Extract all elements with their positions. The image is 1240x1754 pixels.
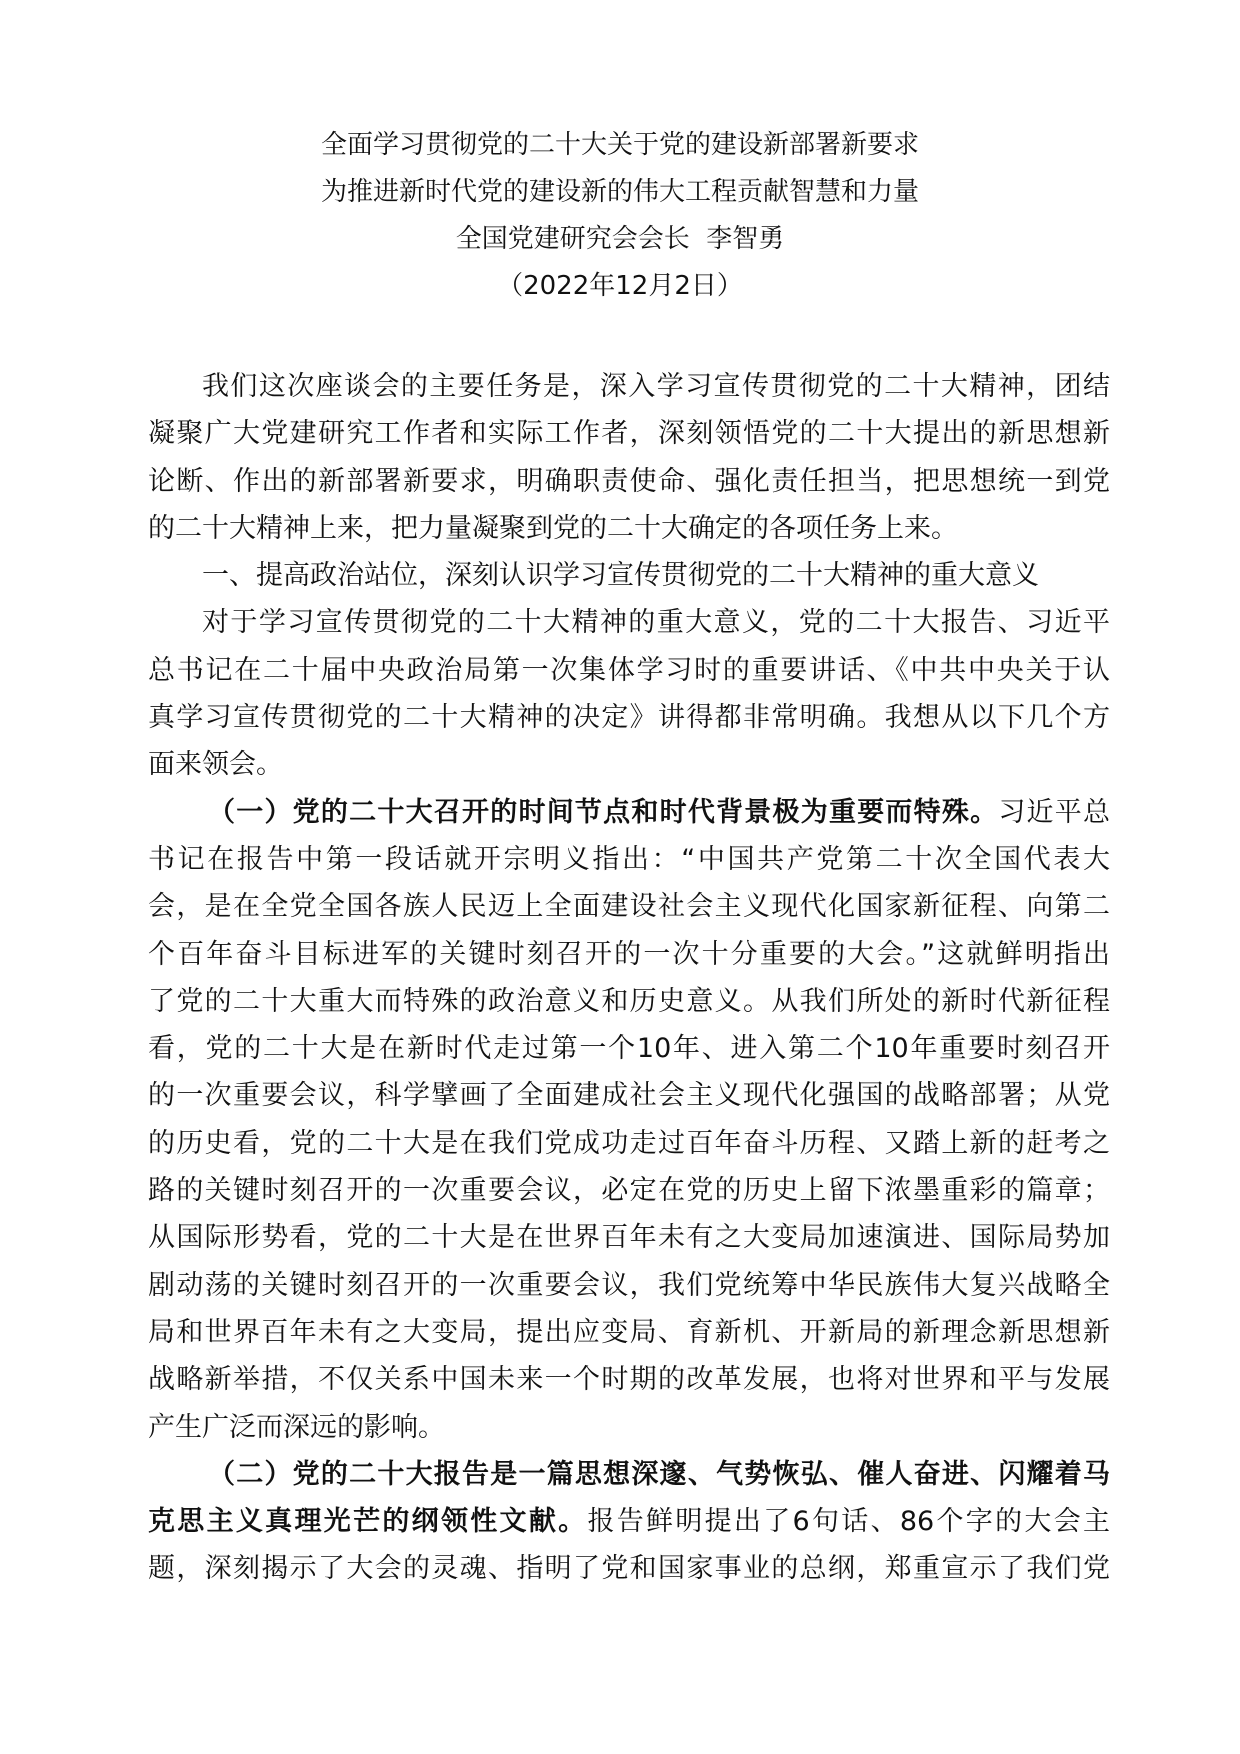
- subsection-2-heading-line-2: 克思主义真理光芒的纲领性文献。: [148, 1506, 588, 1538]
- paragraph-3-line-14: 产生广泛而深远的影响。: [148, 1411, 445, 1443]
- paragraph-4-line-2: [148, 1498, 1110, 1545]
- paragraph-3-line-5: 了党的二十大重大而特殊的政治意义和历史意义。从我们所处的新时代新征程: [148, 985, 1110, 1017]
- subsection-2-heading-line-1: （二）党的二十大报告是一篇思想深邃、气势恢弘、催人奋进、闪耀着马: [208, 1458, 1110, 1490]
- paragraph-3-line-2: 书记在报告中第一段话就开宗明义指出：“中国共产党第二十次全国代表大: [148, 843, 1110, 875]
- paragraph-4-line-3: 题，深刻揭示了大会的灵魂、指明了党和国家事业的总纲，郑重宣示了我们党: [148, 1553, 1110, 1585]
- paragraph-3-line-3: 会，是在全党全国各族人民迈上全面建设社会主义现代化国家新征程、向第二: [148, 891, 1110, 923]
- document-body: [148, 363, 1110, 1593]
- paragraph-3-line-10: 从国际形势看，党的二十大是在世界百年未有之大变局加速演进、国际局势加: [148, 1222, 1110, 1254]
- paragraph-4-line-2-text: 报告鲜明提出了6句话、86个字的大会主: [587, 1506, 1110, 1538]
- document-header: [0, 122, 1240, 310]
- paragraph-2-line-2: 总书记在二十届中央政治局第一次集体学习时的重要讲话、《中共中央关于认: [148, 654, 1110, 686]
- document-title-line-1: 全面学习贯彻党的二十大关于党的建设新部署新要求: [320, 130, 919, 160]
- document-title-line-2: 为推进新时代党的建设新的伟大工程贡献智慧和力量: [320, 177, 919, 207]
- paragraph-1-line-1: 我们这次座谈会的主要任务是，深入学习宣传贯彻党的二十大精神，团结: [202, 371, 1110, 402]
- paragraph-3-line-9: 路的关键时刻召开的一次重要会议，必定在党的历史上留下浓墨重彩的篇章；: [148, 1175, 1110, 1207]
- subsection-1-heading: （一）党的二十大召开的时间节点和时代背景极为重要而特殊。: [208, 796, 999, 828]
- paragraph-3-line-4: 个百年奋斗目标进军的关键时刻召开的一次十分重要的大会。”这就鲜明指出: [148, 938, 1110, 970]
- paragraph-3-line-13: 战略新举措，不仅关系中国未来一个时期的改革发展，也将对世界和平与发展: [148, 1364, 1110, 1396]
- paragraph-1-line-3: 论断、作出的新部署新要求，明确职责使命、强化责任担当，把思想统一到党: [148, 465, 1110, 497]
- paragraph-1-line-4: 的二十大精神上来，把力量凝聚到党的二十大确定的各项任务上来。: [148, 512, 958, 544]
- paragraph-3-line-6: 看，党的二十大是在新时代走过第一个10年、进入第二个10年重要时刻召开: [148, 1033, 1110, 1065]
- paragraph-2-line-1: 对于学习宣传贯彻党的二十大精神的重大意义，党的二十大报告、习近平: [202, 607, 1110, 639]
- document-date: （2022年12月2日）: [497, 271, 743, 301]
- paragraph-3-line-12: 局和世界百年未有之大变局，提出应变局、育新机、开新局的新理念新思想新: [148, 1316, 1110, 1348]
- paragraph-2-line-3: 真学习宣传贯彻党的二十大精神的决定》讲得都非常明确。我想从以下几个方: [148, 702, 1110, 734]
- paragraph-3-line-1: [148, 789, 1110, 836]
- document-author: 全国党建研究会会长 李智勇: [455, 224, 785, 254]
- paragraph-3-line-11: 剧动荡的关键时刻召开的一次重要会议，我们党统筹中华民族伟大复兴战略全: [148, 1269, 1110, 1301]
- paragraph-3-line-8: 的历史看，党的二十大是在我们党成功走过百年奋斗历程、又踏上新的赶考之: [148, 1127, 1110, 1159]
- paragraph-1-line-2: 凝聚广大党建研究工作者和实际工作者，深刻领悟党的二十大提出的新思想新: [148, 418, 1110, 450]
- section-1-heading: 一、提高政治站位，深刻认识学习宣传贯彻党的二十大精神的重大意义: [202, 560, 1039, 592]
- paragraph-3-line-1-text: 习近平总: [998, 796, 1111, 828]
- paragraph-3-line-7: 的一次重要会议，科学擘画了全面建成社会主义现代化强国的战略部署；从党: [148, 1080, 1110, 1112]
- paragraph-2-line-4: 面来领会。: [148, 749, 283, 781]
